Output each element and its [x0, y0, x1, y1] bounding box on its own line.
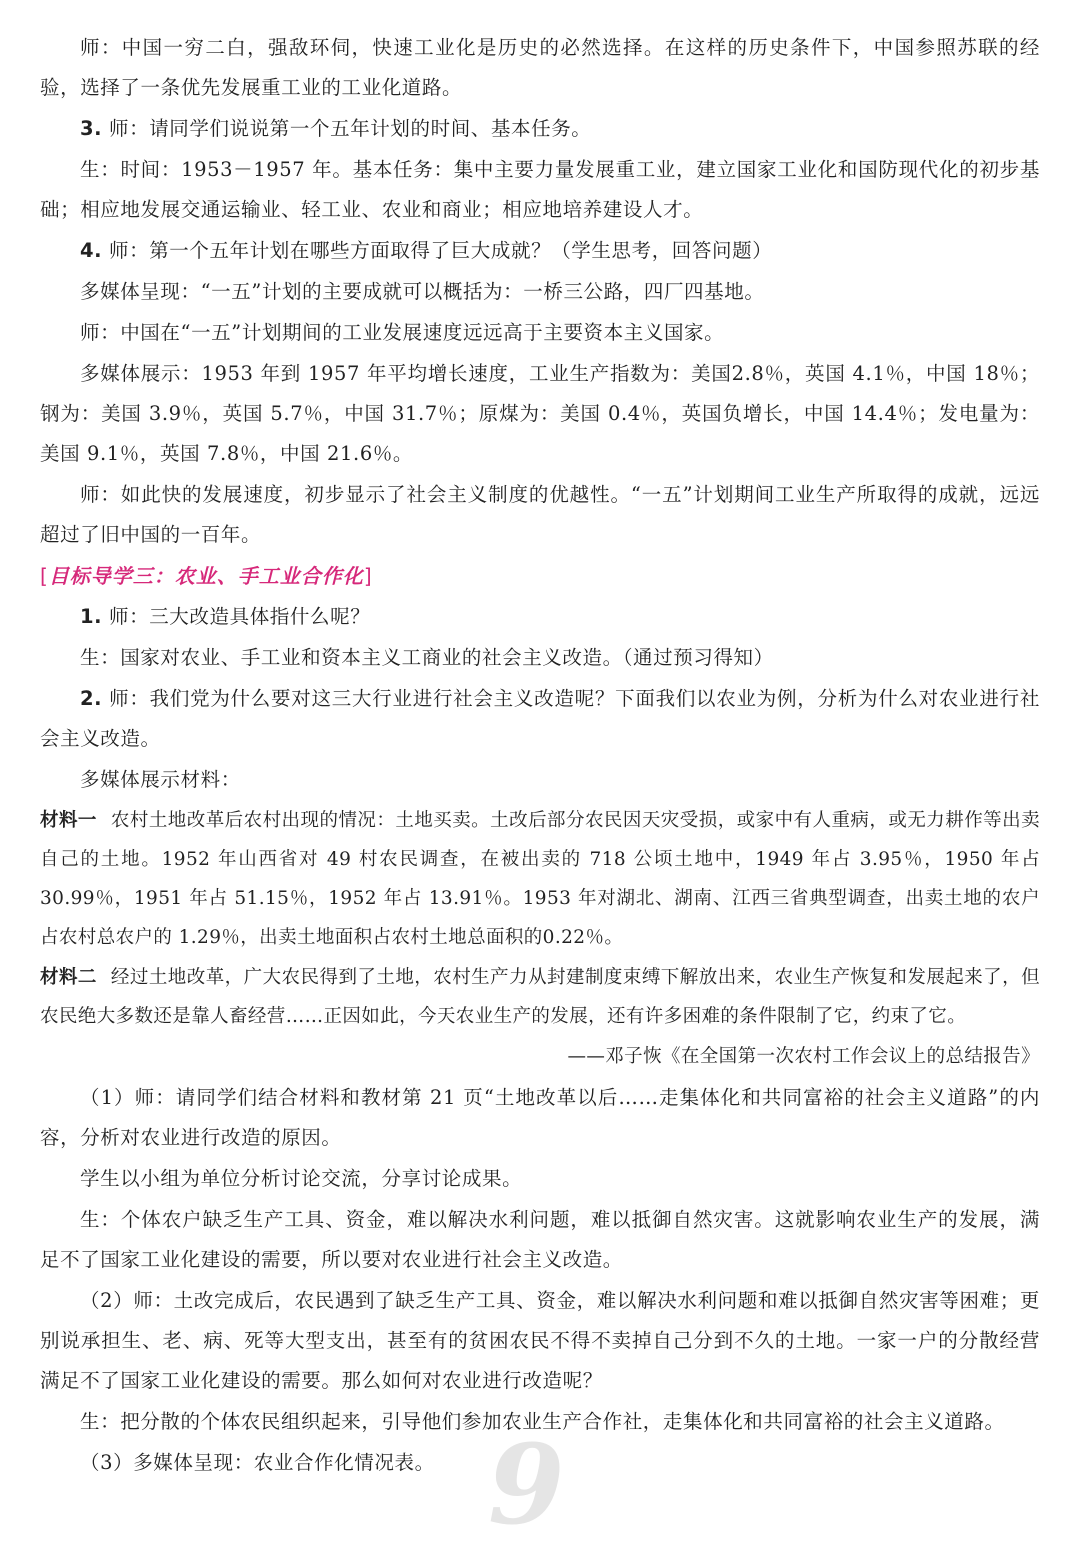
paragraph: 师：如此快的发展速度，初步显示了社会主义制度的优越性。“一五”计划期间工业生产所取得的成就，远远超过了旧中国的一百年。 — [40, 483, 1040, 546]
material-label: 材料一 — [40, 810, 97, 831]
material-source: ——邓子恢《在全国第一次农村工作会议上的总结报告》 — [567, 1046, 1040, 1067]
paragraph: 师：中国一穷二白，强敌环伺，快速工业化是历史的必然选择。在这样的历史条件下，中国参照苏联的经验，选择了一条优先发展重工业的工业化道路。 — [40, 36, 1040, 99]
material-block: 材料二 经过土地改革，广大农民得到了土地，农村生产力从封建制度束缚下解放出来，农业生产恢复和发展起来了，但农民绝大多数还是靠人畜经营……正因如此，今天农业生产的发展，还有许多困难的条件限制了它，约束了它。 — [40, 967, 1040, 1027]
paragraph: 学生以小组为单位分析讨论交流，分享讨论成果。 — [80, 1167, 523, 1190]
paragraph: （2）师：土改完成后，农民遇到了缺乏生产工具、资金，难以解决水利问题和难以抵御自然灾害等困难；更别说承担生、老、病、死等大型支出，甚至有的贫困农民不得不卖掉自己分到不久的土地。一家一户的分散经营满足不了国家工业化建设的需要。那么如何对农业进行改造呢？ — [40, 1289, 1040, 1392]
page-number: 9 — [488, 1420, 565, 1549]
material-block: 材料一 农村土地改革后农村出现的情况：土地买卖。土改后部分农民因天灾受损，或家中有人重病，或无力耕作等出卖自己的土地。1952 年山西省对 49 村农民调查，在被出卖的 718 公顷土地中，1949 年占 3.95％，1950 年占 30.99％，1951 年占 51.15％，1952 年占 13.91％。1953 年对湖北、湖南、江西三省典型调查，出卖土地的农户占农村总农户的 1.29％，出卖土地面积占农村土地总面积的0.22％。 — [40, 810, 1040, 948]
paragraph: （3）多媒体呈现：农业合作化情况表。 — [80, 1451, 435, 1474]
section-heading: [目标导学三：农业、手工业合作化] — [40, 564, 373, 588]
paragraph: 2. 师：我们党为什么要对这三大行业进行社会主义改造呢？下面我们以农业为例，分析为什么对农业进行社会主义改造。 — [40, 687, 1040, 750]
paragraph: 师：中国在“一五”计划期间的工业发展速度远远高于主要资本主义国家。 — [80, 321, 725, 344]
paragraph: 多媒体展示材料： — [80, 768, 241, 791]
paragraph: 多媒体呈现：“一五”计划的主要成就可以概括为：一桥三公路，四厂四基地。 — [80, 280, 765, 303]
paragraph: 1. 师：三大改造具体指什么呢？ — [80, 605, 371, 628]
paragraph: （1）师：请同学们结合材料和教材第 21 页“土地改革以后……走集体化和共同富裕的社会主义道路”的内容，分析对农业进行改造的原因。 — [40, 1086, 1040, 1149]
paragraph: 生：国家对农业、手工业和资本主义工商业的社会主义改造。（通过预习得知） — [80, 646, 774, 669]
paragraph: 4. 师：第一个五年计划在哪些方面取得了巨大成就？（学生思考，回答问题） — [80, 239, 773, 262]
paragraph: 生：把分散的个体农民组织起来，引导他们参加农业生产合作社，走集体化和共同富裕的社会主义道路。 — [80, 1410, 1005, 1433]
paragraph: 3. 师：请同学们说说第一个五年计划的时间、基本任务。 — [80, 117, 592, 140]
paragraph: 生：个体农户缺乏生产工具、资金，难以解决水利问题，难以抵御自然灾害。这就影响农业生产的发展，满足不了国家工业化建设的需要，所以要对农业进行社会主义改造。 — [40, 1208, 1040, 1271]
material-label: 材料二 — [40, 967, 97, 988]
document-page — [40, 28, 1040, 1484]
paragraph: 生：时间：1953－1957 年。基本任务：集中主要力量发展重工业，建立国家工业化和国防现代化的初步基础；相应地发展交通运输业、轻工业、农业和商业；相应地培养建设人才。 — [40, 158, 1040, 221]
paragraph: 多媒体展示：1953 年到 1957 年平均增长速度，工业生产指数为：美国2.8％，英国 4.1％，中国 18％；钢为：美国 3.9％，英国 5.7％，中国 31.7％；原煤为：美国 0.4％，英国负增长，中国 14.4％；发电量为：美国 9.1％，英国 7.8％，中国 21.6％。 — [40, 362, 1040, 465]
